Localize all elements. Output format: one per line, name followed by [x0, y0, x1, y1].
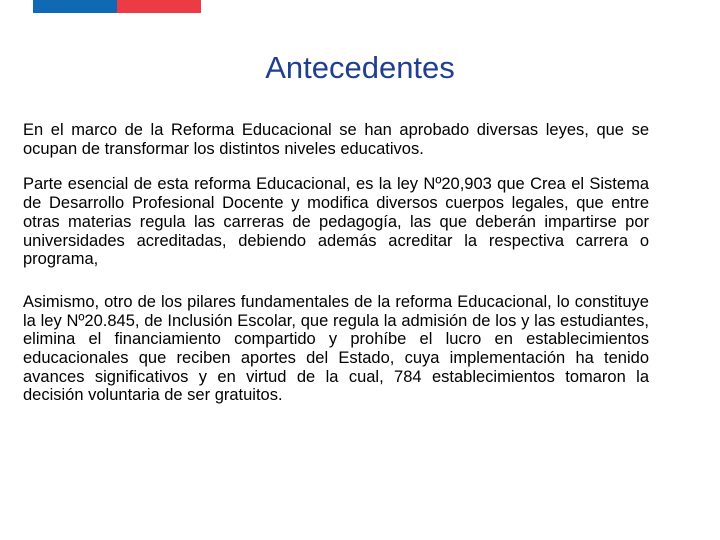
paragraph-3: Asimismo, otro de los pilares fundamentales de la reforma Educacional, lo constituye la ley Nº20.845, de Inclusión Escolar, que regula la admisión de los y las estudiantes, elimina el financiamiento compartido y prohíbe el lucro en establecimientos educacionales que reciben aportes del Estado, cuya implementación ha tenido avances significativos y en virtud de la cual, 784 establecimientos tomaron la decisión voluntaria de ser gratuitos. — [23, 292, 649, 405]
slide-title-text: Antecedentes — [265, 50, 455, 85]
slide-body — [23, 121, 649, 421]
header-flag-bar — [33, 0, 201, 13]
slide-title — [0, 48, 720, 88]
paragraph-2: Parte esencial de esta reforma Educacional, es la ley Nº20,903 que Crea el Sistema de Desarrollo Profesional Docente y modifica diversos cuerpos legales, que entre otras materias regula las carreras de pedagogía, las que deberán impartirse por universidades acreditadas, debiendo además acreditar la respectiva carrera o programa, — [23, 175, 649, 269]
paragraph-1: En el marco de la Reforma Educacional se han aprobado diversas leyes, que se ocupan de transformar los distintos niveles educativos. — [23, 121, 649, 158]
flag-red-stripe — [117, 0, 201, 13]
flag-blue-stripe — [33, 0, 117, 13]
